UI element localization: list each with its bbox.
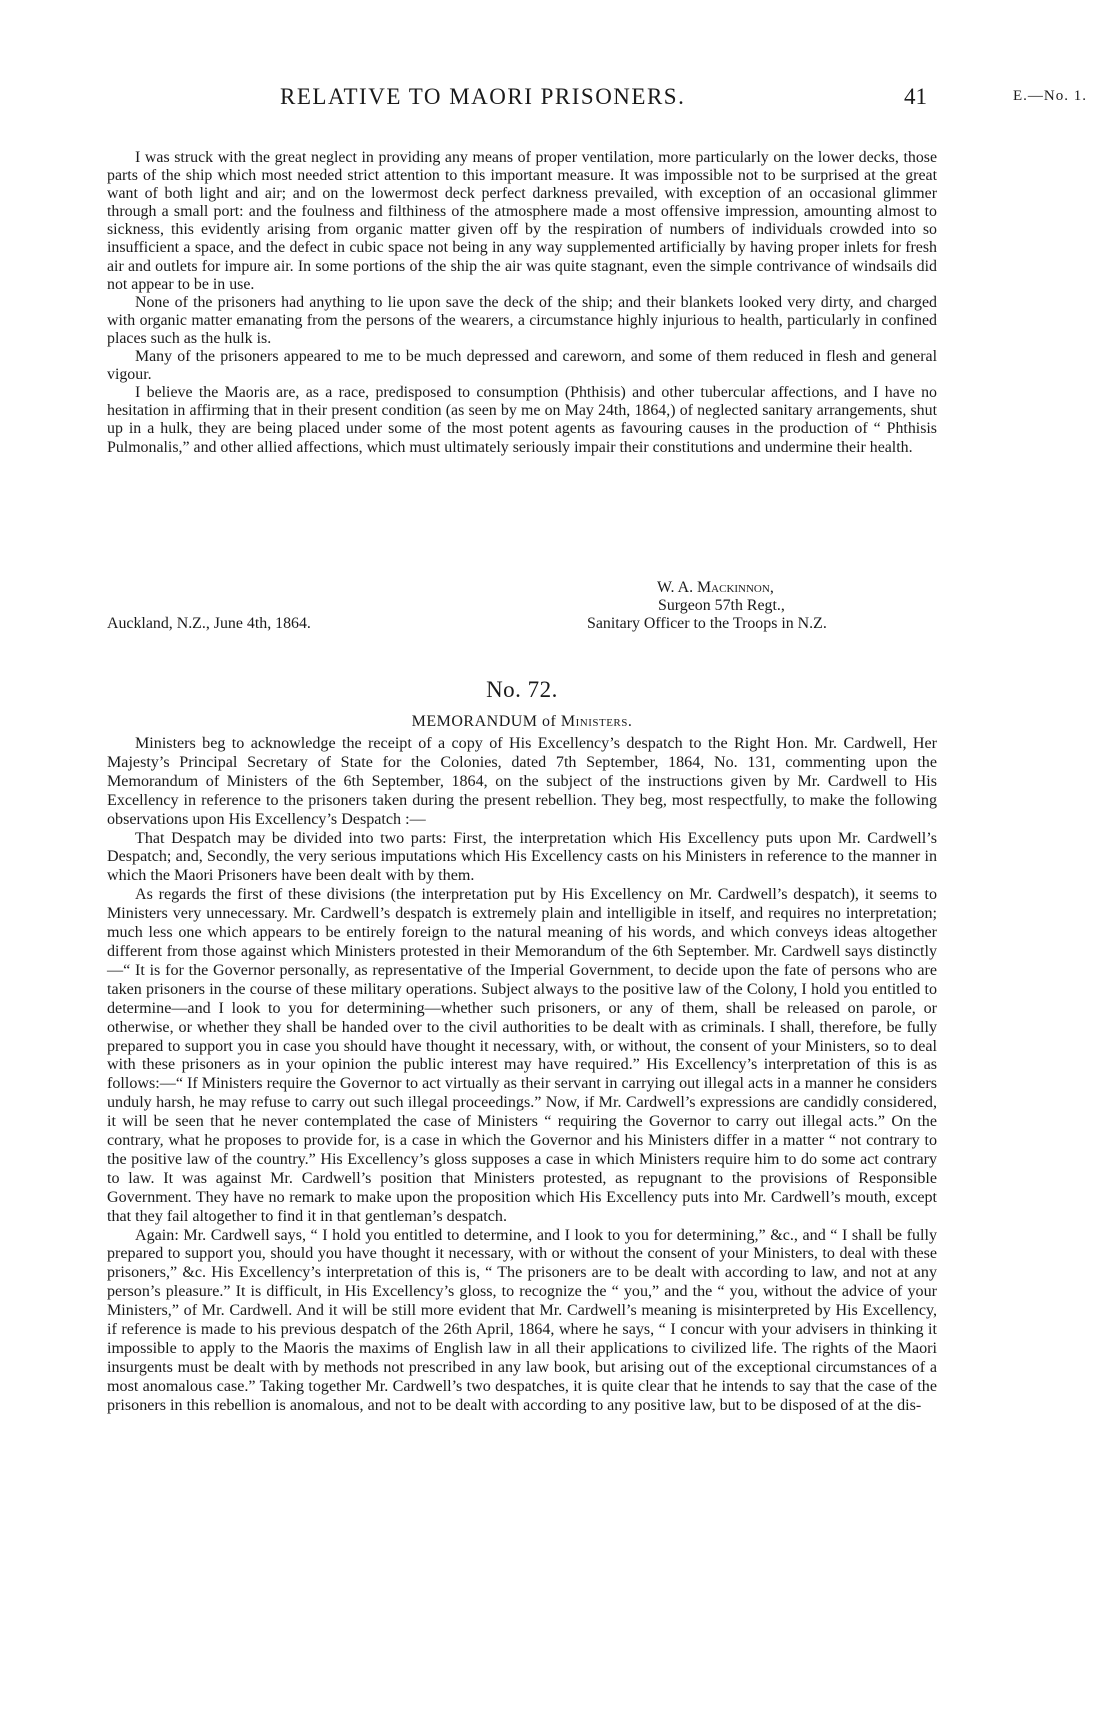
report-paragraph: None of the prisoners had anything to lie upon save the deck of the ship; and their blankets looked very dirty, and charged with organic matter emanating from the persons of the wearers, a circumstance highly injurious to health, particularly in confined places such as the hulk is. — [107, 293, 937, 347]
memorandum-paragraph: Ministers beg to acknowledge the receipt of a copy of His Excellency’s despatch to the Right Hon. Mr. Cardwell, Her Majesty’s Principal Secretary of State for the Colonies, dated 7th September, 1864, No. 131, commenting upon the Memorandum of Ministers of the 6th September, 1864, on the subject of the instructions given by Mr. Cardwell to His Excellency in reference to the prisoners taken during the present rebellion. They beg, most respectfully, to make the following observations upon His Excellency’s Despatch :— — [107, 735, 937, 828]
memorandum-paragraph: As regards the first of these divisions (the interpretation put by His Excellency on Mr. Cardwell’s despatch), it seems to Ministers very unnecessary. Mr. Cardwell’s despatch is extremely plain and intelligible in itself, and requires no interpretation; much less one which appears to be entirely foreign to the natural meaning of his words, and which conveys ideas altogether different from those against which Ministers protested in their Memorandum of the 6th September. Mr. Cardwell says distinctly—“ It is for the Governor personally, as representative of the Imperial Government, to decide upon the fate of persons who are taken prisoners in the course of these military operations. Subject always to the positive law of the Colony, I hold you entitled to determine—and I look to you for determining—whether such prisoners, or any of them, shall be released on parole, or otherwise, or whether they shall be handed over to the civil authorities to be dealt with as criminals. I shall, therefore, be fully prepared to support you in case you should have thought it necessary, with, or without, the consent of your Ministers, so to deal with these prisoners as in your opinion the public interest may have required.” His Excellency’s interpretation of this is as follows:—“ If Ministers require the Governor to act virtually as their servant in carrying out illegal acts in a manner he considers unduly harsh, he may refuse to carry out such illegal proceedings.” Now, if Mr. Cardwell’s expressions are candidly considered, it will be seen that he never contemplated the case of Ministers “ requiring the Governor to carry out illegal acts.” On the contrary, what he proposes to provide for, is a case in which the Governor and his Ministers differ in a matter “ not contrary to the positive law of the country.” His Excellency’s gloss supposes a case in which Ministers require him to do some act contrary to law. It was against Mr. Cardwell’s position that Ministers protested, as repugnant to the provisions of Responsible Government. They have no remark to make upon the proposition which His Excellency puts into Mr. Cardwell’s mouth, except that they fail altogether to find it in that gentleman’s despatch. — [107, 886, 937, 1225]
sanitary-report — [107, 149, 937, 457]
place-and-date: Auckland, N.Z., June 4th, 1864. — [107, 615, 311, 632]
page-number: 41 — [904, 84, 927, 109]
memorandum-title-smallcaps: Ministers. — [560, 713, 633, 730]
page-title: RELATIVE TO MAORI PRISONERS. — [280, 84, 686, 109]
document-number: No. 72. — [486, 677, 558, 702]
report-paragraph: I was struck with the great neglect in providing any means of proper ventilation, more particularly on the lower decks, those parts of the ship which most needed strict attention to this important measure. It was impossible not to be surprised at the great want of both light and air; and on the lowermost deck perfect darkness prevailed, with exception of an occasional glimmer through a small port: and the foulness and filthiness of the atmosphere made a most offensive impression, amounting almost to sickness, this evidently arising from organic matter given off by the respiration of numbers of individuals crowded into so insufficient a space, and the defect in cubic space not being in any way supplemented artificially by having proper inlets for fresh air and outlets for impure air. In some portions of the ship the air was quite stagnant, even the simple contrivance of windsails did not appear to be in use. — [107, 149, 937, 293]
signatory-rank: Surgeon 57th Regt., — [658, 597, 785, 614]
memorandum-paragraph: That Despatch may be divided into two parts: First, the interpretation which His Excellency puts upon Mr. Cardwell’s Despatch; and, Secondly, the very serious imputations which His Excellency casts on his Ministers in reference to the manner in which the Maori Prisoners have been dealt with by them. — [107, 829, 937, 885]
report-paragraph: I believe the Maoris are, as a race, predisposed to consumption (Phthisis) and other tubercular affections, and I have no hesitation in affirming that in their present condition (as seen by me on May 24th, 1864,) of neglected sanitary arrangements, shut up in a hulk, they are being placed under some of the most potent agents as favouring causes in the production of “ Phthisis Pulmonalis,” and other allied affections, which must ultimately seriously impair their constitutions and undermine their health. — [107, 384, 937, 456]
signatory-name: W. A. Mackinnon, — [657, 579, 774, 596]
document-reference: E.—No. 1. — [1013, 88, 1087, 104]
memorandum-title — [0, 713, 1044, 731]
memorandum-body — [107, 735, 937, 1416]
memorandum-paragraph: Again: Mr. Cardwell says, “ I hold you entitled to determine, and I look to you for determining,” &c., and “ I shall be fully prepared to support you, should you have thought it necessary, with or without the consent of your Ministers, to deal with these prisoners,” &c. His Excellency’s interpretation of this is, “ The prisoners are to be dealt with according to law, and not at any person’s pleasure.” It is difficult, in His Excellency’s gloss, to recognize the “ you,” and the “ you, without the advice of your Ministers,” of Mr. Cardwell. And it will be still more evident that Mr. Cardwell’s meaning is misinterpreted by His Excellency, if reference is made to his previous despatch of the 26th April, 1864, where he says, “ I concur with your advisers in thinking it impossible to apply to the Maoris the maxims of English law in all their applications to civilized life. The rights of the Maori insurgents must be dealt with by methods not prescribed in any law book, but arising out of the exceptional circumstances of a most anomalous case.” Taking together Mr. Cardwell’s two despatches, it is quite clear that he intends to say that the case of the prisoners in this rebellion is anomalous, and not to be dealt with according to any positive law, but to be disposed of at the dis- — [107, 1226, 937, 1414]
memorandum-title-main: MEMORANDUM of — [411, 713, 561, 730]
signatory-office: Sanitary Officer to the Troops in N.Z. — [587, 615, 827, 632]
running-header — [0, 84, 1114, 124]
report-paragraph: Many of the prisoners appeared to me to be much depressed and careworn, and some of them reduced in flesh and general vigour. — [107, 348, 937, 384]
